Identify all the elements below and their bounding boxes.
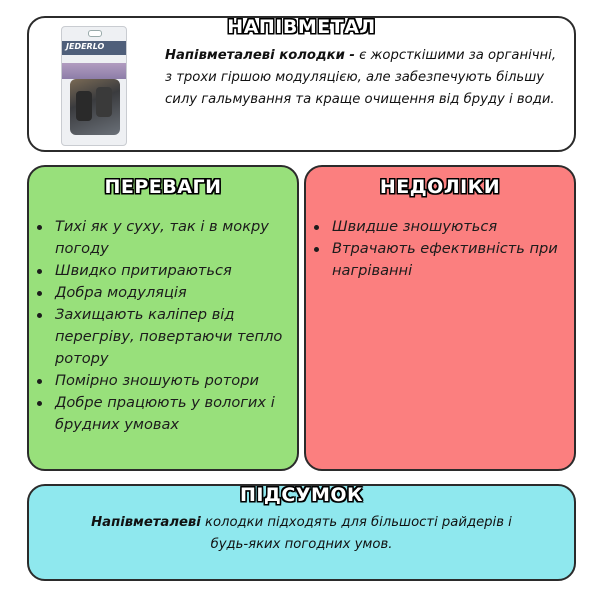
list-item: Помірно зношують ротори	[55, 370, 289, 392]
intro-card	[27, 16, 576, 152]
list-item: Тихі як у суху, так і в мокру погоду	[55, 216, 289, 260]
intro-title: НАПІВМЕТАЛ	[227, 16, 376, 38]
summary-card	[27, 484, 576, 581]
pros-list	[29, 216, 297, 436]
intro-description	[165, 45, 565, 111]
cons-card	[304, 165, 576, 471]
product-brand-logo: JEDERLO	[66, 42, 105, 51]
list-item: Добра модуляція	[55, 282, 289, 304]
brake-pads-product-image	[61, 26, 127, 146]
summary-text	[89, 512, 514, 556]
list-item: Швидко притираються	[55, 260, 289, 282]
pros-title: ПЕРЕВАГИ	[104, 176, 222, 198]
summary-title: ПІДСУМОК	[239, 484, 364, 506]
list-item: Втрачають ефективність при нагріванні	[332, 238, 566, 282]
cons-list	[306, 216, 574, 282]
cons-title: НЕДОЛІКИ	[379, 176, 501, 198]
list-item: Швидше зношуються	[332, 216, 566, 238]
intro-description-rest: є жорсткішими за органічні, з трохи гіршою модуляцією, але забезпечують більшу силу гальмування та краще очищення від бруду і води.	[165, 48, 557, 107]
summary-text-bold: Напівметалеві	[91, 515, 201, 530]
pros-card	[27, 165, 299, 471]
intro-description-bold: Напівметалеві колодки -	[165, 48, 355, 63]
list-item: Добре працюють у вологих і брудних умовах	[55, 392, 289, 436]
summary-text-rest: колодки підходять для більшості райдерів і будь-яких погодних умов.	[200, 515, 512, 552]
list-item: Захищають каліпер від перегріву, повертаючи тепло ротору	[55, 304, 289, 370]
